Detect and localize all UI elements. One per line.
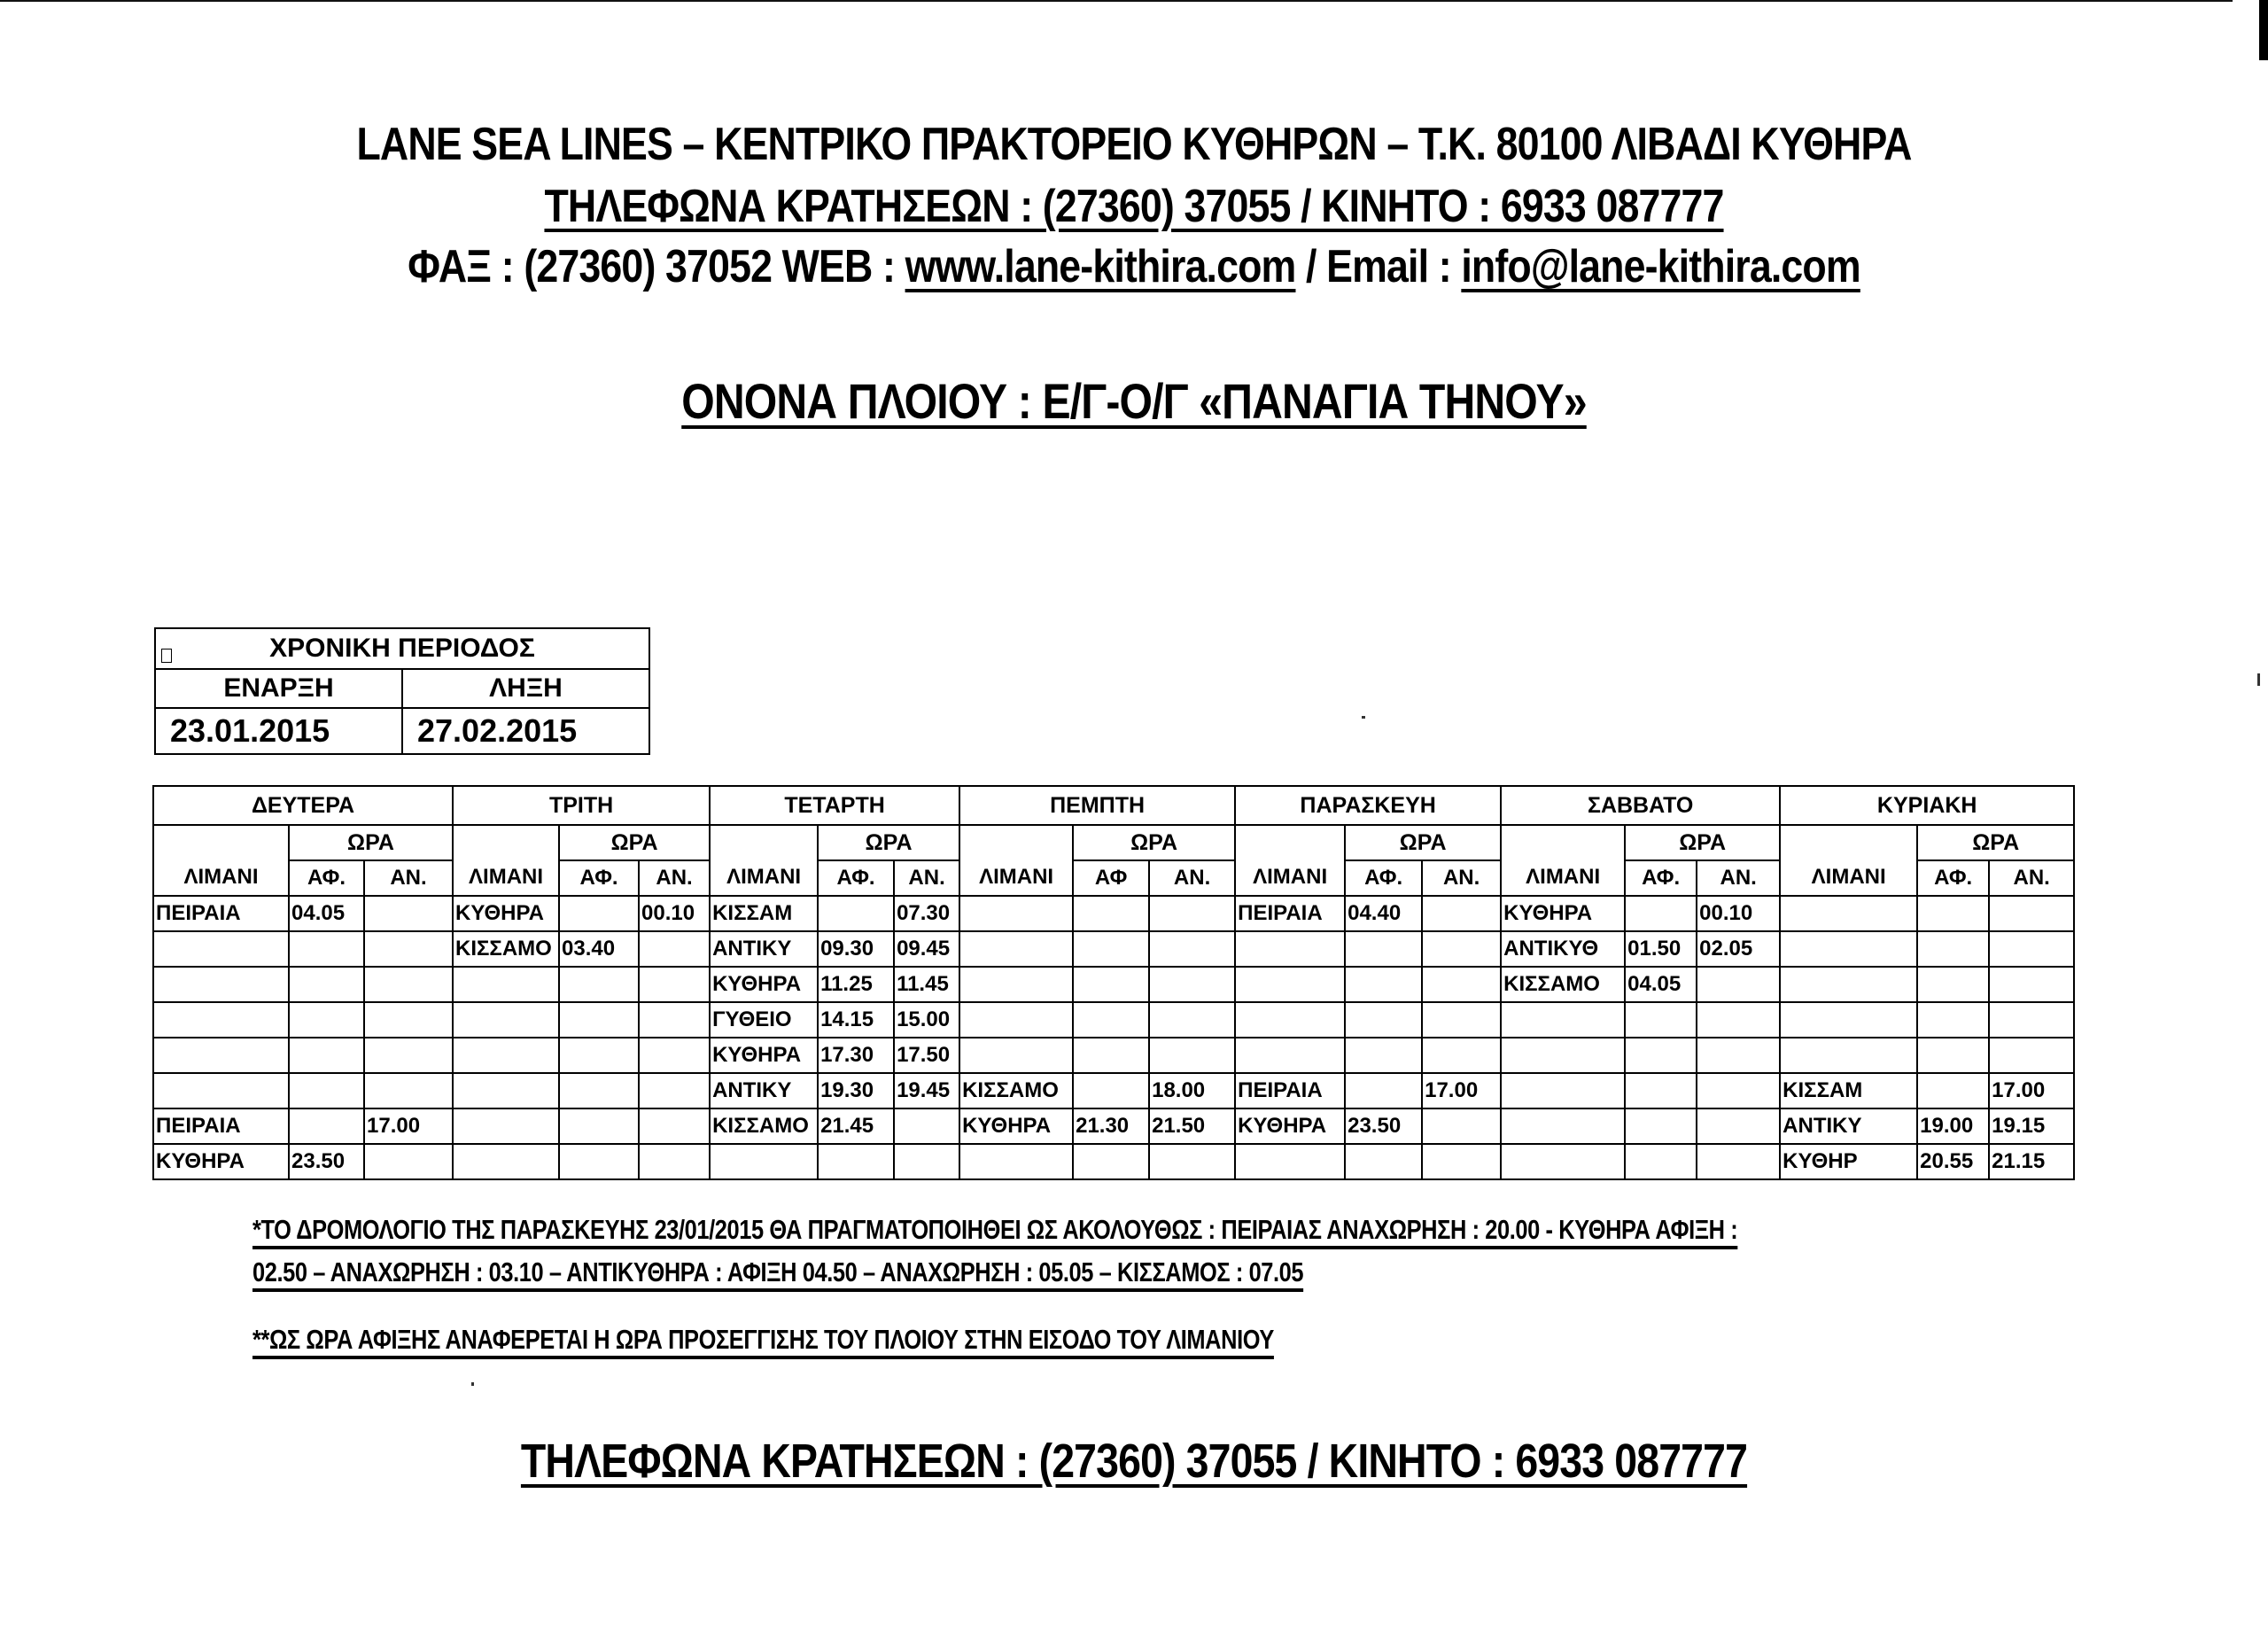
- port-cell: ΠΕΙΡΑΙΑ: [1235, 1073, 1345, 1108]
- arrival-time-cell: 23.50: [289, 1144, 364, 1179]
- scan-corner-mark: [2259, 0, 2268, 60]
- arrival-time-cell: 14.15: [818, 1002, 894, 1038]
- arrival-time-cell: [1345, 1144, 1422, 1179]
- departure-time-cell: [639, 931, 710, 967]
- departure-time-cell: 17.00: [364, 1108, 453, 1144]
- departure-time-cell: [639, 1073, 710, 1108]
- port-cell: [959, 1144, 1073, 1179]
- arrival-time-cell: [1345, 1038, 1422, 1073]
- departure-time-cell: 17.00: [1989, 1073, 2074, 1108]
- day-header: ΚΥΡΙΑΚΗ: [1780, 786, 2074, 825]
- scan-edge-line: [0, 0, 2233, 2]
- arrival-column-header: ΑΦ.: [1625, 860, 1697, 896]
- time-group-header: ΩΡΑ: [1345, 825, 1501, 860]
- port-cell: ΚΥΘΗΡΑ: [710, 967, 818, 1002]
- arrival-column-header: ΑΦ.: [559, 860, 639, 896]
- arrival-time-cell: 19.30: [818, 1073, 894, 1108]
- departure-time-cell: [1422, 931, 1501, 967]
- table-row: [153, 1073, 2074, 1108]
- port-cell: [153, 1073, 289, 1108]
- port-cell: [959, 931, 1073, 967]
- departure-time-cell: [1989, 1038, 2074, 1073]
- port-cell: [453, 967, 559, 1002]
- port-cell: [1780, 1002, 1917, 1038]
- departure-time-cell: [1149, 967, 1235, 1002]
- departure-time-cell: [1422, 1108, 1501, 1144]
- arrival-time-cell: [559, 1002, 639, 1038]
- departure-time-cell: [639, 1144, 710, 1179]
- port-cell: [959, 1002, 1073, 1038]
- arrival-time-cell: 20.55: [1917, 1144, 1989, 1179]
- departure-time-cell: [1149, 1002, 1235, 1038]
- departure-time-cell: [1422, 1002, 1501, 1038]
- departure-time-cell: [364, 1038, 453, 1073]
- port-cell: [153, 967, 289, 1002]
- port-cell: ΠΕΙΡΑΙΑ: [1235, 896, 1345, 931]
- departure-time-cell: 17.00: [1422, 1073, 1501, 1108]
- period-table: [154, 627, 650, 755]
- note-friday-exception: [252, 1214, 1737, 1246]
- departure-time-cell: [364, 896, 453, 931]
- day-header: ΠΕΜΠΤΗ: [959, 786, 1235, 825]
- port-cell: ΚΥΘΗΡΑ: [710, 1038, 818, 1073]
- arrival-time-cell: [289, 1038, 364, 1073]
- day-header: ΣΑΒΒΑΤΟ: [1501, 786, 1780, 825]
- port-cell: ΑΝΤΙΚΥΘ: [1501, 931, 1625, 967]
- time-group-header: ΩΡΑ: [1625, 825, 1780, 860]
- port-cell: ΚΥΘΗΡ: [1780, 1144, 1917, 1179]
- arrival-time-cell: 09.30: [818, 931, 894, 967]
- departure-time-cell: [1989, 896, 2074, 931]
- arrival-time-cell: [1625, 1038, 1697, 1073]
- port-cell: [153, 1002, 289, 1038]
- arrival-time-cell: [1917, 1038, 1989, 1073]
- departure-time-cell: [1697, 967, 1780, 1002]
- port-column-header: ΛΙΜΑΝΙ: [1501, 825, 1625, 896]
- port-cell: [959, 896, 1073, 931]
- port-cell: ΓΥΘΕΙΟ: [710, 1002, 818, 1038]
- departure-time-cell: [1422, 1144, 1501, 1179]
- departure-time-cell: 11.45: [894, 967, 959, 1002]
- arrival-time-cell: [1073, 1073, 1149, 1108]
- port-cell: [1780, 1038, 1917, 1073]
- port-cell: ΚΙΣΣΑΜ: [710, 896, 818, 931]
- arrival-column-header: ΑΦ: [1073, 860, 1149, 896]
- departure-time-cell: 09.45: [894, 931, 959, 967]
- departure-column-header: ΑΝ.: [1149, 860, 1235, 896]
- note-friday-line1: *ΤΟ ΔΡΟΜΟΛΟΓΙΟ ΤΗΣ ΠΑΡΑΣΚΕΥΗΣ 23/01/2015 ΘΑ ΠΡΑΓΜΑΤΟΠΟΙΗΘΕΙ ΩΣ ΑΚΟΛΟΥΘΩΣ : ΠΕΙΡΑΙΑΣ ΑΝΑΧΩΡΗΣΗ : 20.00 - ΚΥΘΗΡΑ ΑΦΙΞΗ :: [252, 1214, 1738, 1245]
- arrival-time-cell: [559, 1108, 639, 1144]
- port-column-header: ΛΙΜΑΝΙ: [153, 825, 289, 896]
- port-cell: [453, 1038, 559, 1073]
- port-cell: [1780, 896, 1917, 931]
- arrival-column-header: ΑΦ.: [1345, 860, 1422, 896]
- port-cell: [453, 1073, 559, 1108]
- company-header: LANE SEA LINES – ΚΕΝΤΡΙΚΟ ΠΡΑΚΤΟΡΕΙΟ ΚΥΘΗΡΩΝ – Τ.Κ. 80100 ΛΙΒΑΔΙ ΚΥΘΗΡΑ: [356, 119, 1912, 170]
- port-cell: ΠΕΙΡΑΙΑ: [153, 896, 289, 931]
- arrival-time-cell: [1625, 1108, 1697, 1144]
- arrival-time-cell: [1625, 896, 1697, 931]
- departure-time-cell: [1989, 931, 2074, 967]
- email-link[interactable]: info@lane-kithira.com: [1461, 241, 1860, 292]
- arrival-time-cell: [1073, 896, 1149, 931]
- departure-time-cell: 21.15: [1989, 1144, 2074, 1179]
- departure-time-cell: 19.45: [894, 1073, 959, 1108]
- arrival-time-cell: 04.05: [1625, 967, 1697, 1002]
- table-row: [153, 896, 2074, 931]
- departure-time-cell: [364, 1002, 453, 1038]
- arrival-column-header: ΑΦ.: [289, 860, 364, 896]
- port-column-header: ΛΙΜΑΝΙ: [710, 825, 818, 896]
- departure-time-cell: [1697, 1073, 1780, 1108]
- time-group-header: ΩΡΑ: [1073, 825, 1235, 860]
- departure-time-cell: [1697, 1108, 1780, 1144]
- note-friday-line2: 02.50 – ΑΝΑΧΩΡΗΣΗ : 03.10 – ΑΝΤΙΚΥΘΗΡΑ : ΑΦΙΞΗ 04.50 – ΑΝΑΧΩΡΗΣΗ : 05.05 – ΚΙΣΣΑΜΟΣ : 07.05: [252, 1256, 1304, 1287]
- port-cell: [1235, 1038, 1345, 1073]
- arrival-time-cell: [1073, 1038, 1149, 1073]
- footer-phones: [159, 1434, 2109, 1489]
- note-arrival-definition: [252, 1324, 1274, 1356]
- time-group-header: ΩΡΑ: [559, 825, 710, 860]
- time-group-header: ΩΡΑ: [1917, 825, 2074, 860]
- port-cell: [1501, 1144, 1625, 1179]
- port-cell: ΚΥΘΗΡΑ: [959, 1108, 1073, 1144]
- start-date: 23.01.2015: [155, 708, 402, 754]
- port-cell: [1235, 967, 1345, 1002]
- fax-web-label: ΦΑΞ : (27360) 37052 WEB :: [408, 241, 905, 292]
- departure-time-cell: 15.00: [894, 1002, 959, 1038]
- contact-line: [159, 240, 2109, 293]
- port-cell: [959, 1038, 1073, 1073]
- departure-column-header: ΑΝ.: [894, 860, 959, 896]
- note-friday-exception-cont: [252, 1256, 1303, 1288]
- departure-time-cell: 07.30: [894, 896, 959, 931]
- port-cell: [453, 1144, 559, 1179]
- table-row: [153, 1144, 2074, 1179]
- scan-speck: [1362, 716, 1365, 719]
- port-cell: [959, 967, 1073, 1002]
- footer-phones-text: ΤΗΛΕΦΩΝΑ ΚΡΑΤΗΣΕΩΝ : (27360) 37055 / ΚΙΝΗΤΟ : 6933 087777: [520, 1435, 1748, 1488]
- port-cell: ΚΙΣΣΑΜΟ: [710, 1108, 818, 1144]
- time-group-header: ΩΡΑ: [289, 825, 453, 860]
- port-cell: [1780, 931, 1917, 967]
- weekly-schedule-table: [152, 785, 2075, 1180]
- table-row: [153, 1108, 2074, 1144]
- arrival-column-header: ΑΦ.: [1917, 860, 1989, 896]
- port-cell: [453, 1002, 559, 1038]
- checkbox-glyph-icon: [161, 649, 172, 663]
- port-cell: ΚΙΣΣΑΜΟ: [959, 1073, 1073, 1108]
- departure-time-cell: [1989, 1002, 2074, 1038]
- port-cell: ΚΙΣΣΑΜ: [1780, 1073, 1917, 1108]
- end-label: ΛΗΞΗ: [402, 669, 649, 708]
- arrival-time-cell: [1073, 1002, 1149, 1038]
- port-cell: ΚΙΣΣΑΜΟ: [1501, 967, 1625, 1002]
- departure-time-cell: 18.00: [1149, 1073, 1235, 1108]
- arrival-time-cell: [818, 1144, 894, 1179]
- departure-time-cell: [1149, 931, 1235, 967]
- departure-time-cell: [364, 931, 453, 967]
- port-column-header: ΛΙΜΑΝΙ: [959, 825, 1073, 896]
- arrival-time-cell: [559, 1073, 639, 1108]
- scan-speck: [2257, 673, 2260, 686]
- port-column-header: ΛΙΜΑΝΙ: [453, 825, 559, 896]
- arrival-time-cell: [1073, 967, 1149, 1002]
- arrival-time-cell: [1345, 1002, 1422, 1038]
- arrival-time-cell: [289, 967, 364, 1002]
- day-header: ΔΕΥΤΕΡΑ: [153, 786, 453, 825]
- port-cell: [1501, 1038, 1625, 1073]
- arrival-time-cell: [289, 931, 364, 967]
- arrival-column-header: ΑΦ.: [818, 860, 894, 896]
- port-cell: ΚΥΘΗΡΑ: [153, 1144, 289, 1179]
- arrival-time-cell: 03.40: [559, 931, 639, 967]
- departure-time-cell: 00.10: [1697, 896, 1780, 931]
- departure-time-cell: [1697, 1144, 1780, 1179]
- arrival-time-cell: 19.00: [1917, 1108, 1989, 1144]
- arrival-time-cell: [1917, 967, 1989, 1002]
- port-cell: [153, 1038, 289, 1073]
- day-header: ΤΕΤΑΡΤΗ: [710, 786, 959, 825]
- arrival-time-cell: [1345, 1073, 1422, 1108]
- day-header: ΤΡΙΤΗ: [453, 786, 710, 825]
- day-header: ΠΑΡΑΣΚΕΥΗ: [1235, 786, 1501, 825]
- departure-time-cell: [364, 1073, 453, 1108]
- departure-time-cell: [1422, 896, 1501, 931]
- port-cell: [153, 931, 289, 967]
- website-link[interactable]: www.lane-kithira.com: [905, 241, 1296, 292]
- departure-time-cell: 21.50: [1149, 1108, 1235, 1144]
- departure-time-cell: [894, 1108, 959, 1144]
- port-column-header: ΛΙΜΑΝΙ: [1780, 825, 1917, 896]
- table-row: [153, 931, 2074, 967]
- ship-name-text: ΟΝΟΝΑ ΠΛΟΙΟΥ : Ε/Γ-Ο/Γ «ΠΑΝΑΓΙΑ ΤΗΝΟΥ»: [681, 373, 1587, 429]
- port-cell: [1235, 1002, 1345, 1038]
- port-cell: ΑΝΤΙΚΥ: [1780, 1108, 1917, 1144]
- port-cell: [1501, 1073, 1625, 1108]
- arrival-time-cell: [1625, 1144, 1697, 1179]
- departure-time-cell: [1697, 1038, 1780, 1073]
- arrival-time-cell: 01.50: [1625, 931, 1697, 967]
- arrival-time-cell: [1625, 1073, 1697, 1108]
- arrival-time-cell: 04.05: [289, 896, 364, 931]
- arrival-time-cell: [559, 896, 639, 931]
- departure-time-cell: [1989, 967, 2074, 1002]
- arrival-time-cell: [289, 1073, 364, 1108]
- departure-time-cell: [639, 1038, 710, 1073]
- departure-time-cell: [639, 1002, 710, 1038]
- arrival-time-cell: 23.50: [1345, 1108, 1422, 1144]
- departure-column-header: ΑΝ.: [1697, 860, 1780, 896]
- departure-time-cell: [639, 1108, 710, 1144]
- arrival-time-cell: [1073, 1144, 1149, 1179]
- departure-column-header: ΑΝ.: [364, 860, 453, 896]
- time-group-header: ΩΡΑ: [818, 825, 959, 860]
- port-cell: [453, 1108, 559, 1144]
- port-cell: ΚΥΘΗΡΑ: [1235, 1108, 1345, 1144]
- end-date: 27.02.2015: [402, 708, 649, 754]
- port-cell: ΠΕΙΡΑΙΑ: [153, 1108, 289, 1144]
- ship-name: [159, 372, 2109, 430]
- port-cell: [1501, 1002, 1625, 1038]
- period-title: [155, 628, 649, 669]
- arrival-time-cell: [1917, 896, 1989, 931]
- table-row: [153, 1038, 2074, 1073]
- email-label: / Email :: [1295, 241, 1462, 292]
- port-cell: ΑΝΤΙΚΥ: [710, 1073, 818, 1108]
- port-cell: [1235, 931, 1345, 967]
- table-row: [153, 1002, 2074, 1038]
- table-row: [153, 967, 2074, 1002]
- arrival-time-cell: [559, 1038, 639, 1073]
- arrival-time-cell: [1073, 931, 1149, 967]
- port-cell: [710, 1144, 818, 1179]
- departure-time-cell: 19.15: [1989, 1108, 2074, 1144]
- departure-time-cell: [1697, 1002, 1780, 1038]
- arrival-time-cell: [1917, 931, 1989, 967]
- arrival-time-cell: [559, 1144, 639, 1179]
- start-label: ΕΝΑΡΞΗ: [155, 669, 402, 708]
- port-cell: [1780, 967, 1917, 1002]
- departure-column-header: ΑΝ.: [639, 860, 710, 896]
- departure-column-header: ΑΝ.: [1422, 860, 1501, 896]
- departure-time-cell: 17.50: [894, 1038, 959, 1073]
- departure-time-cell: [1149, 1038, 1235, 1073]
- arrival-time-cell: 04.40: [1345, 896, 1422, 931]
- departure-time-cell: [364, 1144, 453, 1179]
- arrival-time-cell: 21.30: [1073, 1108, 1149, 1144]
- departure-time-cell: [364, 967, 453, 1002]
- departure-time-cell: [894, 1144, 959, 1179]
- arrival-time-cell: [289, 1002, 364, 1038]
- departure-column-header: ΑΝ.: [1989, 860, 2074, 896]
- departure-time-cell: [639, 967, 710, 1002]
- arrival-time-cell: [1345, 967, 1422, 1002]
- departure-time-cell: [1422, 1038, 1501, 1073]
- port-cell: ΑΝΤΙΚΥ: [710, 931, 818, 967]
- period-title-text: ΧΡΟΝΙΚΗ ΠΕΡΙΟΔΟΣ: [269, 634, 535, 663]
- port-cell: ΚΙΣΣΑΜΟ: [453, 931, 559, 967]
- arrival-time-cell: 11.25: [818, 967, 894, 1002]
- arrival-time-cell: [1345, 931, 1422, 967]
- arrival-time-cell: [1625, 1002, 1697, 1038]
- arrival-time-cell: [289, 1108, 364, 1144]
- port-cell: ΚΥΘΗΡΑ: [453, 896, 559, 931]
- arrival-time-cell: [818, 896, 894, 931]
- booking-phones: [159, 180, 2109, 233]
- departure-time-cell: [1149, 896, 1235, 931]
- departure-time-cell: 02.05: [1697, 931, 1780, 967]
- note-arrival-text: **ΩΣ ΩΡΑ ΑΦΙΞΗΣ ΑΝΑΦΕΡΕΤΑΙ Η ΩΡΑ ΠΡΟΣΕΓΓΙΣΗΣ ΤΟΥ ΠΛΟΙΟΥ ΣΤΗΝ ΕΙΣΟΔΟ ΤΟΥ ΛΙΜΑΝΙΟΥ: [252, 1324, 1274, 1355]
- port-cell: ΚΥΘΗΡΑ: [1501, 896, 1625, 931]
- arrival-time-cell: [559, 967, 639, 1002]
- port-cell: [1501, 1108, 1625, 1144]
- departure-time-cell: 00.10: [639, 896, 710, 931]
- arrival-time-cell: 21.45: [818, 1108, 894, 1144]
- departure-time-cell: [1422, 967, 1501, 1002]
- booking-phones-text: ΤΗΛΕΦΩΝΑ ΚΡΑΤΗΣΕΩΝ : (27360) 37055 / ΚΙΝΗΤΟ : 6933 087777: [544, 181, 1724, 232]
- scan-speck: [471, 1382, 474, 1386]
- arrival-time-cell: [1917, 1002, 1989, 1038]
- arrival-time-cell: 17.30: [818, 1038, 894, 1073]
- arrival-time-cell: [1917, 1073, 1989, 1108]
- port-cell: [1235, 1144, 1345, 1179]
- departure-time-cell: [1149, 1144, 1235, 1179]
- port-column-header: ΛΙΜΑΝΙ: [1235, 825, 1345, 896]
